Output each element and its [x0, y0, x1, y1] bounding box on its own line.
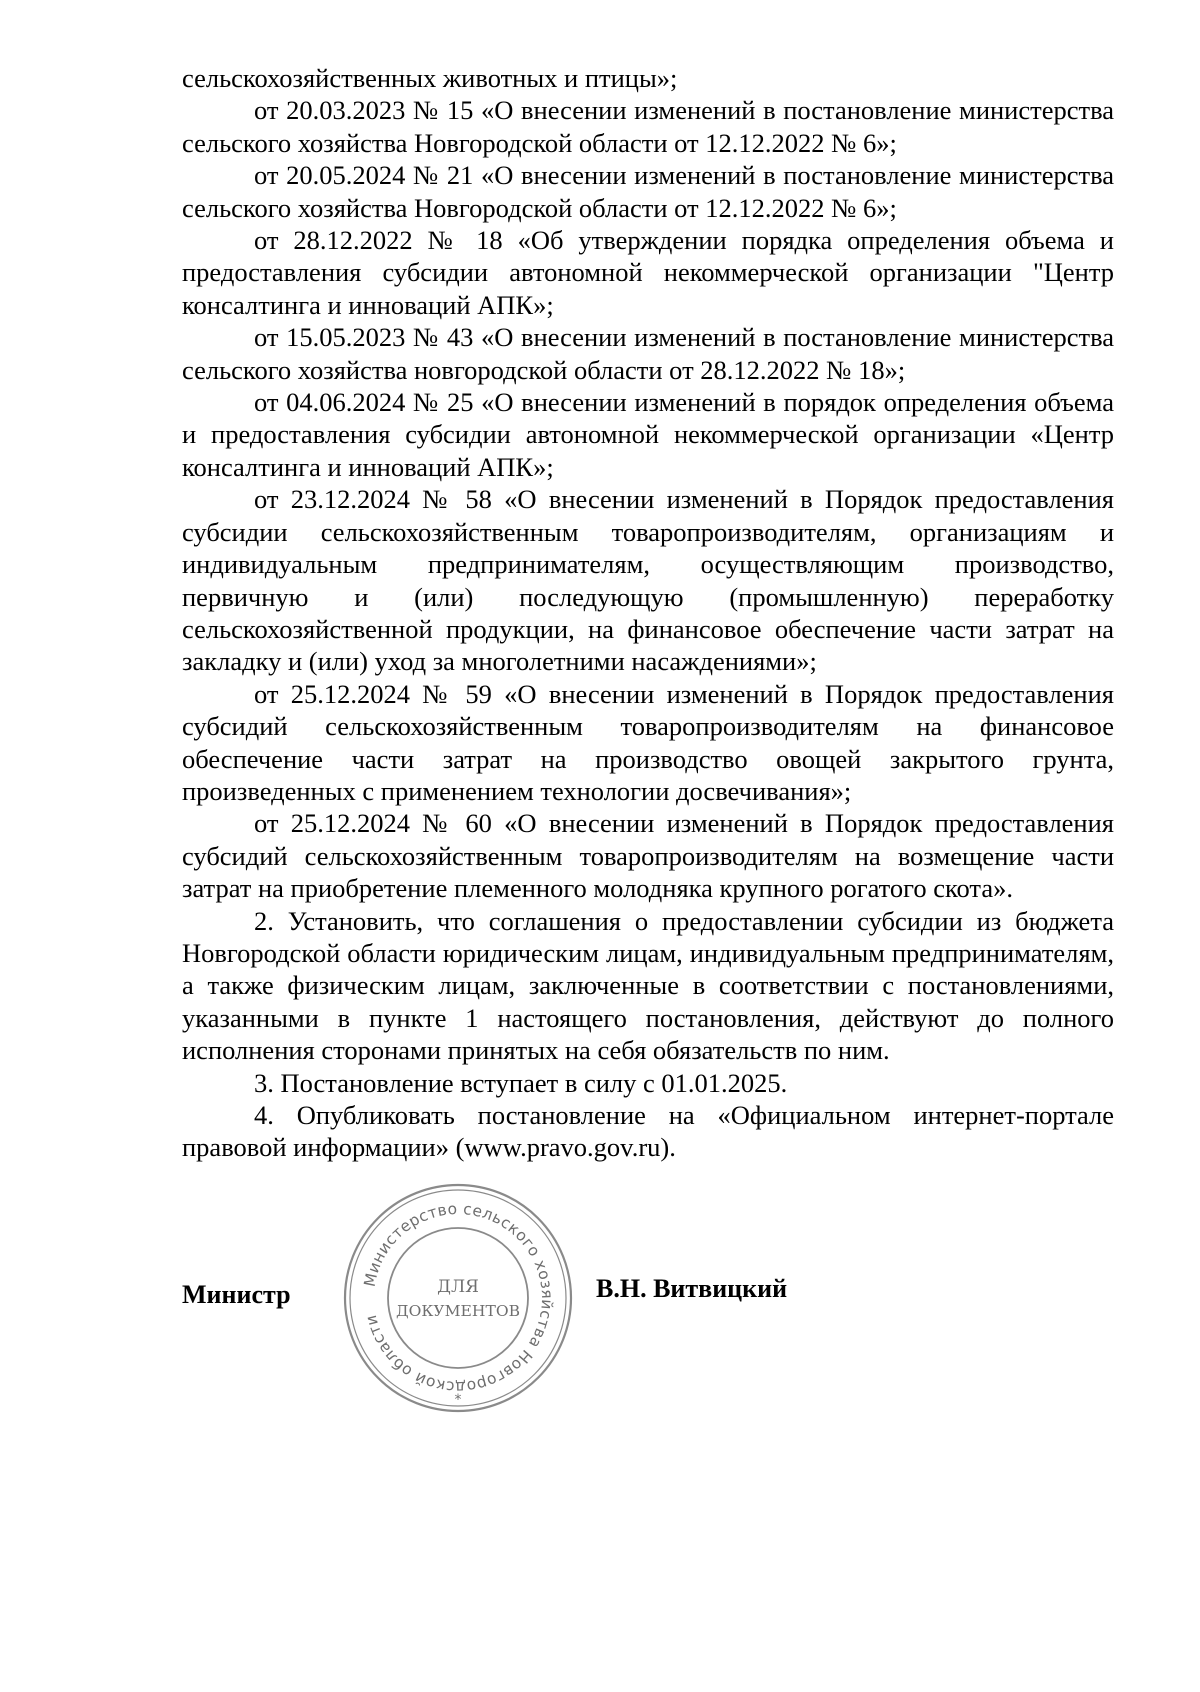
stamp-star-icon: * — [454, 1392, 462, 1408]
signature-block — [0, 1180, 1200, 1420]
document-body — [182, 62, 1114, 1164]
stamp-inner-ring — [388, 1228, 528, 1368]
paragraph-continuation: сельскохозяйственных животных и птицы»; — [182, 63, 678, 93]
stamp-outer-ring — [345, 1185, 571, 1411]
paragraph-amendment-43: от 15.05.2023 № 43 «О внесении изменений в постановление министерства сельского хозяйства новгородской области от 28.12.2022 № 18»; — [182, 322, 1114, 385]
paragraph-amendment-60: от 25.12.2024 № 60 «О внесении изменений в Порядок предоставления субсидий сельскохозяйственным товаропроизводителям на возмещение части затрат на приобретение племенного молодняка крупного рогатого скота». — [182, 808, 1114, 904]
stamp-ring-text: Министерство сельского хозяйства Новгородской области — [360, 1199, 557, 1397]
paragraph-item-3: 3. Постановление вступает в силу с 01.01.2025. — [254, 1067, 788, 1098]
paragraph-amendment-21: от 20.05.2024 № 21 «О внесении изменений в постановление министерства сельского хозяйства Новгородской области от 12.12.2022 № 6»; — [182, 160, 1114, 223]
stamp-outer-ring-inner — [350, 1190, 566, 1406]
stamp-center-line-1: ДЛЯ — [437, 1277, 479, 1297]
paragraph-amendment-25: от 04.06.2024 № 25 «О внесении изменений в порядок определения объема и предоставления субсидии автономной некоммерческой организации «Центр консалтинга и инноваций АПК»; — [182, 387, 1114, 482]
stamp-graphic — [340, 1180, 576, 1416]
official-stamp — [340, 1180, 576, 1416]
paragraph-decree-18: от 28.12.2022 № 18 «Об утверждении порядка определения объема и предоставления субсидии автономной некоммерческой организации "Центр консалтинга и инноваций АПК»; — [182, 225, 1114, 320]
stamp-center-line-2: ДОКУМЕНТОВ — [396, 1302, 520, 1320]
paragraph-item-4: 4. Опубликовать постановление на «Официальном интернет-портале правовой информации» (www.pravo.gov.ru). — [182, 1100, 1114, 1163]
paragraph-amendment-59: от 25.12.2024 № 59 «О внесении изменений в Порядок предоставления субсидий сельскохозяйственным товаропроизводителям на финансовое обеспечение части затрат на производство овощей закрытого грунта, произведенных с применением технологии досвечивания»; — [182, 678, 1114, 806]
paragraph-amendment-58: от 23.12.2024 № 58 «О внесении изменений в Порядок предоставления субсидии сельскохозяйственным товаропроизводителям, организациям и индивидуальным предпринимателям, осуществляющим производство, первичную и (или) последующую (промышленную) переработку сельскохозяйственной продукции, на финансовое обеспечение части затрат на закладку и (или) уход за многолетними насаждениями»; — [182, 484, 1114, 677]
paragraph-amendment-15: от 20.03.2023 № 15 «О внесении изменений в постановление министерства сельского хозяйства Новгородской области от 12.12.2022 № 6»; — [182, 95, 1114, 158]
signatory-role: Министр — [182, 1280, 291, 1309]
paragraph-item-2: 2. Установить, что соглашения о предоставлении субсидии из бюджета Новгородской области юридическим лицам, индивидуальным предпринимателям, а также физическим лицам, заключенные в соответствии с постановлениями, указанными в пункте 1 настоящего постановления, действуют до полного исполнения сторонами принятых на себя обязательств по ним. — [182, 905, 1114, 1066]
signatory-name: В.Н. Витвицкий — [596, 1274, 788, 1303]
